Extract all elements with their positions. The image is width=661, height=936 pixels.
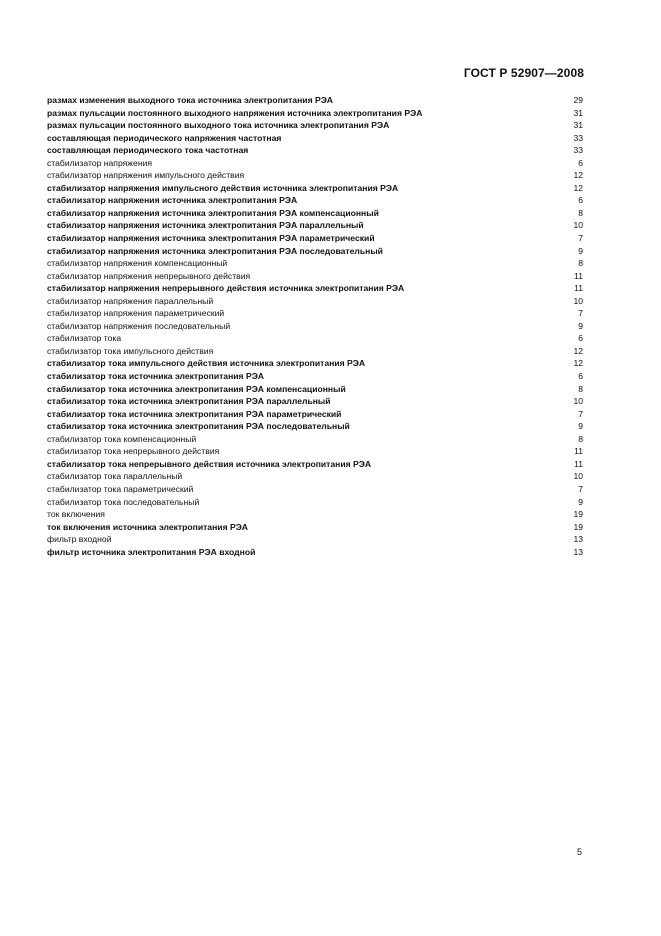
index-page-ref: 7 xyxy=(578,483,583,494)
index-page-ref: 29 xyxy=(573,95,583,105)
index-term: стабилизатор напряжения импульсного действия xyxy=(47,170,245,181)
index-page-ref: 9 xyxy=(578,496,583,507)
index-entry xyxy=(47,282,583,295)
index-page-ref: 12 xyxy=(573,345,583,356)
index-entry xyxy=(47,521,583,534)
index-term: стабилизатор напряжения параметрический xyxy=(47,308,225,319)
index-term: стабилизатор напряжения импульсного действия источника электропитания РЭА xyxy=(47,182,399,193)
index-term: стабилизатор тока компенсационный xyxy=(47,433,197,444)
index-entry xyxy=(47,345,583,358)
document-id: ГОСТ Р 52907—2008 xyxy=(463,66,584,80)
index-term: стабилизатор тока источника электропитания РЭА компенсационный xyxy=(47,383,346,394)
index-entry xyxy=(47,119,583,132)
index-term: ток включения xyxy=(47,509,105,520)
index-entry xyxy=(47,107,583,120)
index-term: ток включения источника электропитания РЭА xyxy=(47,521,249,532)
index-term: стабилизатор напряжения последовательный xyxy=(47,320,231,331)
index-page-ref: 6 xyxy=(578,371,583,382)
index-page-ref: 11 xyxy=(574,283,583,294)
index-page-ref: 6 xyxy=(578,157,583,168)
index-page-ref: 12 xyxy=(573,358,583,369)
index-entry xyxy=(47,445,583,458)
index-page-ref: 8 xyxy=(578,207,583,218)
index-term: стабилизатор тока источника электропитания РЭА xyxy=(47,371,265,382)
index-entry xyxy=(47,157,583,170)
index-page-ref: 31 xyxy=(573,120,583,131)
index-entry xyxy=(47,383,583,396)
index-term: стабилизатор тока источника электропитания РЭА параллельный xyxy=(47,396,331,407)
index-term: фильтр источника электропитания РЭА входной xyxy=(47,546,256,557)
index-entry xyxy=(47,546,583,559)
index-entry xyxy=(47,433,583,446)
index-page-ref: 7 xyxy=(578,233,583,244)
index-entry xyxy=(47,257,583,270)
index-entry xyxy=(47,307,583,320)
index-page-ref: 11 xyxy=(574,270,583,281)
index-page-ref: 10 xyxy=(573,396,583,407)
index-term: стабилизатор тока непрерывного действия источника электропитания РЭА xyxy=(47,458,372,469)
index-term: стабилизатор напряжения xyxy=(47,157,153,168)
index-page-ref: 13 xyxy=(573,546,583,557)
index-entry xyxy=(47,132,583,145)
index-page-ref: 12 xyxy=(573,182,583,193)
index-term: стабилизатор тока импульсного действия xyxy=(47,345,214,356)
index-entry xyxy=(47,194,583,207)
index-page-ref: 10 xyxy=(573,220,583,231)
index-page-ref: 31 xyxy=(573,107,583,118)
index-entry xyxy=(47,496,583,509)
index-term: стабилизатор напряжения компенсационный xyxy=(47,258,228,269)
page-number: 5 xyxy=(576,847,582,857)
index-term: составляющая периодического напряжения частотная xyxy=(47,132,282,143)
index-page-ref: 12 xyxy=(573,170,583,181)
index-term: стабилизатор тока источника электропитания РЭА последовательный xyxy=(47,421,350,432)
index-entry xyxy=(47,207,583,220)
index-term: стабилизатор тока последовательный xyxy=(47,496,200,507)
index-term: стабилизатор тока непрерывного действия xyxy=(47,446,220,457)
index-entry xyxy=(47,420,583,433)
index-term: стабилизатор напряжения источника электропитания РЭА xyxy=(47,195,298,206)
index-entry xyxy=(47,295,583,308)
document-header xyxy=(464,66,584,80)
index-entry xyxy=(47,332,583,345)
index-page-ref: 6 xyxy=(578,333,583,344)
index-page-ref: 11 xyxy=(574,446,583,457)
index-term: размах изменения выходного тока источника электропитания РЭА xyxy=(47,95,334,105)
index-entry xyxy=(47,94,583,107)
index-term: стабилизатор напряжения источника электропитания РЭА параллельный xyxy=(47,220,364,231)
index-term: стабилизатор тока параметрический xyxy=(47,483,194,494)
index-entry xyxy=(47,370,583,383)
index-page-ref: 33 xyxy=(573,132,583,143)
index-term: размах пульсации постоянного выходного напряжения источника электропитания РЭА xyxy=(47,107,423,118)
index-term: стабилизатор напряжения непрерывного действия источника электропитания РЭА xyxy=(47,283,405,294)
index-term: стабилизатор напряжения источника электропитания РЭА последовательный xyxy=(47,245,383,256)
index-entry xyxy=(47,245,583,258)
alphabetical-index xyxy=(47,94,583,558)
index-entry xyxy=(47,144,583,157)
index-term: стабилизатор напряжения непрерывного действия xyxy=(47,270,251,281)
index-page-ref: 19 xyxy=(573,509,583,520)
index-entry xyxy=(47,533,583,546)
index-page-ref: 10 xyxy=(573,471,583,482)
index-entry xyxy=(47,219,583,232)
index-entry xyxy=(47,169,583,182)
index-page-ref: 6 xyxy=(578,195,583,206)
index-page-ref: 8 xyxy=(578,258,583,269)
index-page-ref: 33 xyxy=(573,145,583,156)
index-page-ref: 7 xyxy=(578,308,583,319)
index-term: стабилизатор напряжения источника электропитания РЭА компенсационный xyxy=(47,207,379,218)
index-page-ref: 11 xyxy=(574,458,583,469)
index-entry xyxy=(47,357,583,370)
index-term: стабилизатор напряжения источника электропитания РЭА параметрический xyxy=(47,233,375,244)
index-entry xyxy=(47,182,583,195)
index-page-ref: 13 xyxy=(573,534,583,545)
index-entry xyxy=(47,483,583,496)
index-entry xyxy=(47,458,583,471)
index-term: стабилизатор тока источника электропитания РЭА параметрический xyxy=(47,408,342,419)
index-entry xyxy=(47,508,583,521)
index-entry xyxy=(47,408,583,421)
index-page-ref: 10 xyxy=(573,295,583,306)
index-page-ref: 7 xyxy=(578,408,583,419)
index-term: стабилизатор тока импульсного действия источника электропитания РЭА xyxy=(47,358,366,369)
index-term: составляющая периодического тока частотная xyxy=(47,145,249,156)
index-term: фильтр входной xyxy=(47,534,112,545)
index-entry xyxy=(47,470,583,483)
index-page-ref: 9 xyxy=(578,421,583,432)
index-page-ref: 9 xyxy=(578,320,583,331)
index-page-ref: 19 xyxy=(573,521,583,532)
index-page-ref: 9 xyxy=(578,245,583,256)
index-term: стабилизатор напряжения параллельный xyxy=(47,295,214,306)
index-entry xyxy=(47,320,583,333)
index-page-ref: 8 xyxy=(578,433,583,444)
index-term: размах пульсации постоянного выходного тока источника электропитания РЭА xyxy=(47,120,390,131)
index-entry xyxy=(47,395,583,408)
index-term: стабилизатор тока параллельный xyxy=(47,471,183,482)
index-page-ref: 8 xyxy=(578,383,583,394)
index-entry xyxy=(47,232,583,245)
index-term: стабилизатор тока xyxy=(47,333,122,344)
index-entry xyxy=(47,270,583,283)
